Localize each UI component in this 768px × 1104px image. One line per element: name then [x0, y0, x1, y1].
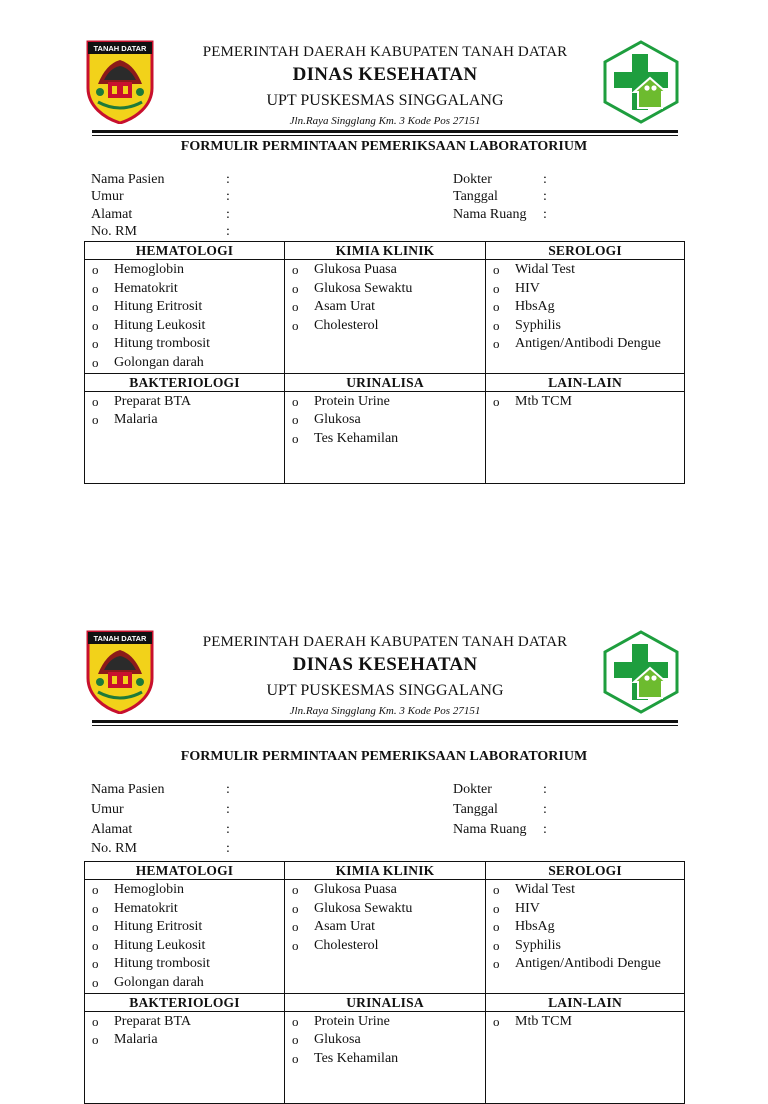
test-option[interactable]	[285, 900, 485, 919]
field-label-right: Dokter	[453, 172, 492, 187]
section-items	[85, 880, 285, 994]
test-option[interactable]	[486, 900, 684, 919]
section-items	[285, 880, 486, 994]
checkbox-circle-icon[interactable]: o	[92, 937, 99, 953]
header-divider-thin	[92, 725, 678, 726]
field-colon: :	[226, 822, 230, 837]
field-label-right: Dokter	[453, 782, 492, 797]
checkbox-circle-icon[interactable]: o	[493, 956, 500, 972]
test-option-label: Antigen/Antibodi Dengue	[515, 336, 661, 352]
test-option[interactable]	[85, 900, 284, 919]
section-items	[85, 1011, 285, 1103]
field-label-right: Tanggal	[453, 802, 498, 817]
checkbox-circle-icon[interactable]: o	[493, 937, 500, 953]
test-option-label: Glukosa	[314, 412, 361, 428]
test-option[interactable]	[85, 317, 284, 336]
checkbox-circle-icon[interactable]: o	[292, 262, 299, 277]
lab-test-table	[84, 241, 685, 484]
test-option-label: Malaria	[114, 412, 158, 428]
header-line-government: PEMERINTAH DAERAH KABUPATEN TANAH DATAR	[202, 44, 568, 60]
checkbox-circle-icon[interactable]: o	[292, 1032, 299, 1048]
checkbox-circle-icon[interactable]: o	[292, 393, 299, 409]
kemenkes-logo-icon	[602, 40, 680, 124]
checkbox-circle-icon[interactable]: o	[92, 336, 99, 352]
test-option[interactable]	[85, 918, 284, 937]
checkbox-circle-icon[interactable]: o	[92, 974, 99, 990]
field-label-left: Alamat	[91, 207, 133, 222]
test-option-label: Tes Kehamilan	[314, 430, 399, 446]
checkbox-circle-icon[interactable]: o	[493, 299, 500, 315]
test-option-label: Tes Kehamilan	[314, 1050, 399, 1066]
test-option[interactable]	[486, 881, 684, 900]
test-option-label: Hemoglobin	[114, 262, 184, 277]
field-colon: :	[543, 782, 547, 797]
checkbox-circle-icon[interactable]: o	[493, 900, 500, 916]
test-option-label: Preparat BTA	[114, 1013, 192, 1029]
section-header: KIMIA KLINIK	[285, 242, 486, 260]
test-option[interactable]	[85, 955, 284, 974]
checkbox-circle-icon[interactable]: o	[292, 280, 299, 296]
test-option-label: Glukosa	[314, 1032, 361, 1048]
section-items	[285, 391, 486, 483]
test-option-label: Golongan darah	[114, 354, 204, 370]
section-header: BAKTERIOLOGI	[85, 373, 285, 391]
test-option[interactable]	[285, 298, 485, 317]
field-colon: :	[543, 207, 547, 222]
test-option-label: Widal Test	[515, 882, 576, 897]
checkbox-circle-icon[interactable]: o	[493, 919, 500, 935]
test-option-label: HIV	[515, 280, 540, 296]
checkbox-circle-icon[interactable]: o	[92, 919, 99, 935]
checkbox-circle-icon[interactable]: o	[493, 262, 500, 277]
test-option-label: Antigen/Antibodi Dengue	[515, 956, 661, 972]
test-option[interactable]	[85, 1013, 284, 1032]
test-option[interactable]	[85, 1031, 284, 1050]
test-option[interactable]	[285, 261, 485, 280]
field-label-left: No. RM	[91, 224, 137, 239]
field-colon: :	[226, 224, 230, 239]
test-option-label: Syphilis	[515, 937, 561, 953]
test-option-label: Protein Urine	[314, 1013, 390, 1029]
section-items	[486, 260, 685, 374]
test-option[interactable]	[486, 937, 684, 956]
test-option[interactable]	[285, 918, 485, 937]
test-option[interactable]	[486, 261, 684, 280]
checkbox-circle-icon[interactable]: o	[92, 299, 99, 315]
test-option[interactable]	[486, 918, 684, 937]
test-option[interactable]	[285, 280, 485, 299]
test-option-label: HbsAg	[515, 299, 555, 315]
header-line-agency: DINAS KESEHATAN	[292, 64, 478, 85]
test-option[interactable]	[85, 280, 284, 299]
section-items	[486, 880, 685, 994]
section-items	[486, 391, 685, 483]
field-label-left: Nama Pasien	[91, 782, 165, 797]
field-colon: :	[226, 841, 230, 856]
test-option-label: Mtb TCM	[515, 393, 572, 409]
checkbox-circle-icon[interactable]: o	[92, 882, 99, 897]
section-header: URINALISA	[285, 373, 486, 391]
field-label-right: Nama Ruang	[453, 822, 527, 837]
lab-test-table	[84, 861, 685, 1104]
test-option[interactable]	[85, 974, 284, 993]
test-option-label: Hitung Leukosit	[114, 317, 206, 333]
header-line-puskesmas: UPT PUSKESMAS SINGGALANG	[266, 682, 504, 699]
test-option-label: Cholesterol	[314, 317, 379, 333]
test-option-label: Glukosa Puasa	[314, 262, 397, 277]
section-header: LAIN-LAIN	[486, 373, 685, 391]
test-option-label: Hitung Eritrosit	[114, 919, 203, 935]
test-option[interactable]	[285, 411, 485, 430]
checkbox-circle-icon[interactable]: o	[292, 299, 299, 315]
test-option[interactable]	[85, 354, 284, 373]
test-option[interactable]	[486, 335, 684, 354]
checkbox-circle-icon[interactable]: o	[292, 1013, 299, 1029]
checkbox-circle-icon[interactable]: o	[92, 1013, 99, 1029]
test-option[interactable]	[486, 317, 684, 336]
section-items	[85, 260, 285, 374]
checkbox-circle-icon[interactable]: o	[292, 919, 299, 935]
test-option-label: HbsAg	[515, 919, 555, 935]
field-colon: :	[226, 802, 230, 817]
field-label-left: Alamat	[91, 822, 133, 837]
header-line-government: PEMERINTAH DAERAH KABUPATEN TANAH DATAR	[202, 634, 568, 650]
logo-banner-text: TANAH DATAR	[93, 634, 147, 643]
field-label-left: Umur	[91, 189, 124, 204]
field-colon: :	[543, 822, 547, 837]
field-colon: :	[226, 189, 230, 204]
section-header: HEMATOLOGI	[85, 862, 285, 880]
field-colon: :	[226, 782, 230, 797]
section-items	[85, 391, 285, 483]
section-header: LAIN-LAIN	[486, 993, 685, 1011]
test-option-label: HIV	[515, 900, 540, 916]
field-colon: :	[543, 802, 547, 817]
field-colon: :	[543, 172, 547, 187]
checkbox-circle-icon[interactable]: o	[493, 882, 500, 897]
checkbox-circle-icon[interactable]: o	[493, 1013, 500, 1029]
checkbox-circle-icon[interactable]: o	[92, 1032, 99, 1048]
test-option-label: Asam Urat	[314, 919, 376, 935]
field-label-left: Umur	[91, 802, 124, 817]
test-option-label: Glukosa Sewaktu	[314, 900, 413, 916]
test-option[interactable]	[285, 430, 485, 449]
checkbox-circle-icon[interactable]: o	[292, 412, 299, 428]
section-header: URINALISA	[285, 993, 486, 1011]
field-colon: :	[543, 189, 547, 204]
checkbox-circle-icon[interactable]: o	[92, 956, 99, 972]
test-option[interactable]	[285, 881, 485, 900]
test-option-label: Hematokrit	[114, 280, 178, 296]
field-label-right: Tanggal	[453, 189, 498, 204]
checkbox-circle-icon[interactable]: o	[493, 317, 500, 333]
test-option-label: Widal Test	[515, 262, 576, 277]
checkbox-circle-icon[interactable]: o	[292, 882, 299, 897]
test-option-label: Hematokrit	[114, 900, 178, 916]
section-header: KIMIA KLINIK	[285, 862, 486, 880]
checkbox-circle-icon[interactable]: o	[92, 393, 99, 409]
test-option-label: Hitung Leukosit	[114, 937, 206, 953]
header-divider-thin	[92, 135, 678, 136]
test-option-label: Hitung trombosit	[114, 956, 211, 972]
checkbox-circle-icon[interactable]: o	[493, 280, 500, 296]
test-option[interactable]	[486, 1013, 684, 1032]
form-title: FORMULIR PERMINTAAN PEMERIKSAAN LABORATORIUM	[180, 139, 588, 154]
test-option-label: Hemoglobin	[114, 882, 184, 897]
section-header: SEROLOGI	[486, 242, 685, 260]
test-option-label: Glukosa Sewaktu	[314, 280, 413, 296]
test-option-label: Cholesterol	[314, 937, 379, 953]
test-option-label: Preparat BTA	[114, 393, 192, 409]
test-option[interactable]	[285, 317, 485, 336]
test-option[interactable]	[85, 937, 284, 956]
test-option-label: Hitung trombosit	[114, 336, 211, 352]
test-option[interactable]	[85, 411, 284, 430]
kemenkes-logo-icon	[602, 630, 680, 714]
test-option-label: Mtb TCM	[515, 1013, 572, 1029]
checkbox-circle-icon[interactable]: o	[92, 412, 99, 428]
checkbox-circle-icon[interactable]: o	[292, 937, 299, 953]
header-line-agency: DINAS KESEHATAN	[292, 654, 478, 675]
test-option-label: Syphilis	[515, 317, 561, 333]
header-divider-thick	[92, 130, 678, 133]
header-address: Jln.Raya Singglang Km. 3 Kode Pos 27151	[289, 115, 481, 127]
tanah-datar-logo-icon	[86, 630, 154, 714]
checkbox-circle-icon[interactable]: o	[92, 900, 99, 916]
checkbox-circle-icon[interactable]: o	[292, 430, 299, 446]
section-header: BAKTERIOLOGI	[85, 993, 285, 1011]
tanah-datar-logo-icon	[86, 40, 154, 124]
checkbox-circle-icon[interactable]: o	[92, 354, 99, 370]
form-title: FORMULIR PERMINTAAN PEMERIKSAAN LABORATORIUM	[180, 749, 588, 764]
test-option[interactable]	[285, 393, 485, 412]
test-option[interactable]	[285, 1013, 485, 1032]
field-label-left: Nama Pasien	[91, 172, 165, 187]
checkbox-circle-icon[interactable]: o	[493, 336, 500, 352]
header-divider-thick	[92, 720, 678, 723]
section-items	[486, 1011, 685, 1103]
test-option[interactable]	[486, 298, 684, 317]
test-option[interactable]	[85, 298, 284, 317]
section-items	[285, 260, 486, 374]
test-option-label: Protein Urine	[314, 393, 390, 409]
field-label-left: No. RM	[91, 841, 137, 856]
test-option[interactable]	[486, 955, 684, 974]
test-option[interactable]	[85, 335, 284, 354]
header-address: Jln.Raya Singglang Km. 3 Kode Pos 27151	[289, 705, 481, 717]
test-option-label: Malaria	[114, 1032, 158, 1048]
test-option-label: Glukosa Puasa	[314, 882, 397, 897]
test-option-label: Hitung Eritrosit	[114, 299, 203, 315]
test-option[interactable]	[285, 937, 485, 956]
field-colon: :	[226, 172, 230, 187]
test-option-label: Golongan darah	[114, 974, 204, 990]
test-option-label: Asam Urat	[314, 299, 376, 315]
checkbox-circle-icon[interactable]: o	[292, 900, 299, 916]
checkbox-circle-icon[interactable]: o	[292, 1050, 299, 1066]
checkbox-circle-icon[interactable]: o	[92, 280, 99, 296]
test-option[interactable]	[486, 280, 684, 299]
field-colon: :	[226, 207, 230, 222]
logo-banner-text: TANAH DATAR	[93, 44, 147, 53]
test-option[interactable]	[85, 393, 284, 412]
section-items	[285, 1011, 486, 1103]
section-header: HEMATOLOGI	[85, 242, 285, 260]
checkbox-circle-icon[interactable]: o	[92, 317, 99, 333]
test-option[interactable]	[85, 261, 284, 280]
checkbox-circle-icon[interactable]: o	[493, 393, 500, 409]
checkbox-circle-icon[interactable]: o	[292, 317, 299, 333]
section-header: SEROLOGI	[486, 862, 685, 880]
test-option[interactable]	[486, 393, 684, 412]
field-label-right: Nama Ruang	[453, 207, 527, 222]
test-option[interactable]	[85, 881, 284, 900]
test-option[interactable]	[285, 1031, 485, 1050]
header-line-puskesmas: UPT PUSKESMAS SINGGALANG	[266, 92, 504, 109]
checkbox-circle-icon[interactable]: o	[92, 262, 99, 277]
test-option[interactable]	[285, 1050, 485, 1069]
